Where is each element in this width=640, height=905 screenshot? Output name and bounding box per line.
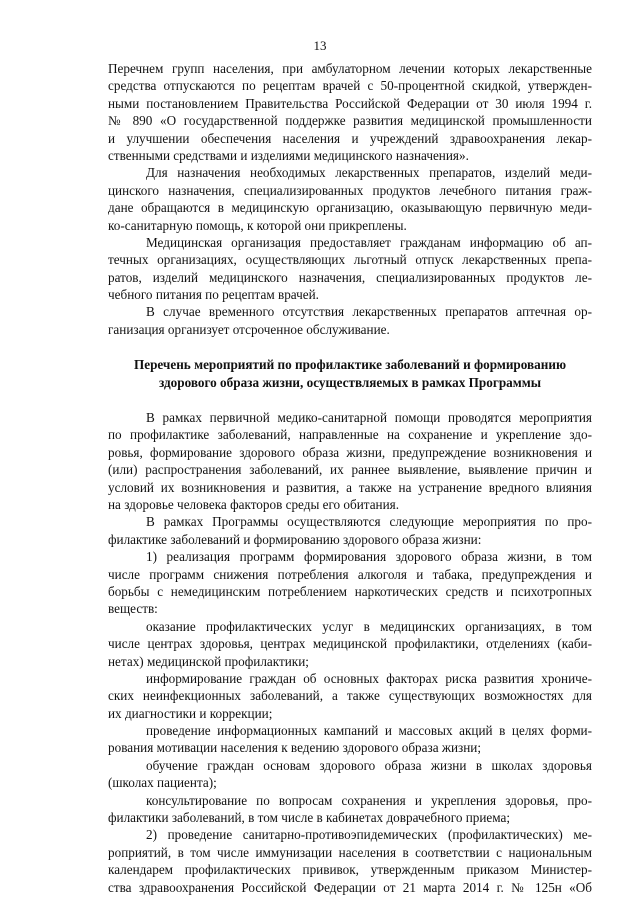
text-line: 2) проведение санитарно-противоэпидемических (профилактических) ме- [146,827,592,843]
text-line: Для назначения необходимых лекарственных препаратов, изделий меди- [146,165,592,181]
text-line: Перечнем групп населения, при амбулаторном лечении которых лекарственные [108,61,592,76]
paragraph [108,234,592,304]
text-line: (или) распространения заболеваний, их раннее выявление, выявление причин и [108,462,592,478]
text-line: по профилактике заболеваний, направленные на сохранение и укрепление здо- [108,427,592,443]
text-line: обучение граждан основам здорового образа жизни в школах здоровья [146,757,592,773]
text-line: на здоровье человека факторов среды его обитания. [108,496,400,512]
document-body [108,60,592,896]
paragraph [108,409,592,513]
text-line: ских неинфекционных заболеваний, а также существующих возможностях для [108,688,592,704]
text-line: В рамках Программы осуществляются следующие мероприятия по про- [146,514,592,530]
text-line: 1) реализация программ формирования здорового образа жизни, в том [146,549,592,565]
text-line: информирование граждан об основных факторах риска развития хрониче- [146,670,592,686]
text-line: № 890 «О государственной поддержке развития медицинской промышленности [108,113,592,129]
text-line: числе программ снижения потребления алкоголя и табака, предупреждения и [108,566,592,582]
text-line: В рамках первичной медико-санитарной помощи проводятся мероприятия [146,410,592,426]
text-line: средства отпускаются по рецептам врачей с 50-процентной скидкой, утвержден- [108,78,592,94]
text-line: В случае временного отсутствия лекарственных препаратов аптечная ор- [146,304,592,320]
text-line: филактики заболеваний, в том числе в кабинетах доврачебного приема; [108,810,511,826]
list-item [108,757,592,792]
section-heading [108,356,592,391]
text-line: ственными средствами и изделиями медицинского назначения». [108,147,469,163]
heading-line: здорового образа жизни, осуществляемых в рамках Программы [158,374,542,390]
list-item [108,722,592,757]
text-line: консультирование по вопросам сохранения и укрепления здоровья, про- [146,792,592,808]
spacer [108,391,592,409]
text-line: веществ: [108,601,158,617]
page-number: 13 [313,38,327,53]
text-line: роприятий, в том числе иммунизации населения в соответствии с национальным [108,844,592,860]
paragraph [108,303,592,338]
text-line: оказание профилактических услуг в медицинских организациях, в том [146,618,592,634]
text-line: нетах) медицинской профилактики; [108,653,309,669]
text-line: (школах пациента); [108,775,217,791]
text-line: календарем профилактических прививок, утвержденным приказом Министер- [108,862,592,878]
text-line: дане обращаются в медицинскую организацию, оказывающую первичную меди- [108,200,592,216]
spacer [108,338,592,356]
text-line: числе центрах здоровья, центрах медицинской профилактики, отделениях (каби- [108,636,592,652]
list-item [108,792,592,827]
text-line: их диагностики и коррекции; [108,705,273,721]
paragraph [108,60,592,164]
text-line: рования мотивации населения к ведению здорового образа жизни; [108,740,482,756]
text-line: борьбы с немедицинским потреблением наркотических средств и психотропных [108,583,592,599]
list-item [108,826,592,896]
text-line: цинского назначения, специализированных продуктов лечебного питания граж- [108,182,592,198]
text-line: Медицинская организация предоставляет гражданам информацию об ап- [146,234,592,250]
text-line: филактике заболеваний и формированию здорового образа жизни: [108,531,482,547]
text-line: ными постановлением Правительства Российской Федерации от 30 июля 1994 г. [108,95,592,111]
text-line: течных организациях, осуществляющих льготный отпуск лекарственных препа- [108,252,592,268]
text-line: ства здравоохранения Российской Федерации от 21 марта 2014 г. № 125н «Об [108,879,592,895]
text-line: ганизация организует отсроченное обслуживание. [108,321,390,337]
text-line: условий их возникновения и развития, а также на устранение вредного влияния [108,479,592,495]
list-item [108,548,592,618]
text-line: и улучшении обеспечения населения и учреждений здравоохранения лекар- [108,130,592,146]
text-line: проведение информационных кампаний и массовых акций в целях форми- [146,723,592,739]
text-line: ровья, формирование здорового образа жизни, предупреждение возникновения и [108,444,592,460]
text-line: чебного питания по рецептам врачей. [108,287,319,303]
paragraph [108,513,592,548]
list-item [108,618,592,670]
text-line: ратов, изделий медицинского назначения, специализированных продуктов ле- [108,269,592,285]
text-line: ко-санитарную помощь, к которой они прикреплены. [108,217,407,233]
heading-line: Перечень мероприятий по профилактике заболеваний и формированию [133,357,567,373]
list-item [108,670,592,722]
paragraph [108,164,592,234]
